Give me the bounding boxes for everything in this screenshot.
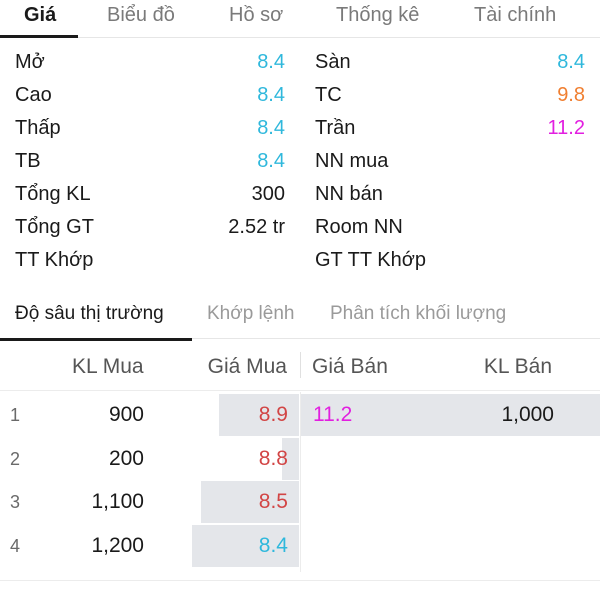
info-value: 8.4 <box>557 51 585 73</box>
info-value: 9.8 <box>557 84 585 106</box>
info-label: GT TT Khớp <box>315 249 426 271</box>
row-index: 1 <box>10 405 21 425</box>
tab-tai-chinh[interactable]: Tài chính <box>474 4 557 26</box>
info-label: Trần <box>315 117 356 139</box>
kl-mua-value: 1,100 <box>91 490 144 513</box>
tab-bieu-do[interactable]: Biểu đồ <box>107 4 175 26</box>
tab-thong-ke[interactable]: Thống kê <box>336 4 420 26</box>
tab-gia[interactable]: Giá <box>24 4 57 26</box>
info-row <box>0 145 600 178</box>
active-sub-tab-indicator <box>0 338 192 341</box>
top-tab-bar <box>0 0 600 38</box>
info-row <box>0 46 600 79</box>
info-value: 8.4 <box>257 117 285 139</box>
info-label: TT Khớp <box>15 249 94 271</box>
info-row <box>0 211 600 244</box>
bottom-divider <box>0 580 600 581</box>
kl-mua-value: 900 <box>108 403 144 426</box>
tab-phan-tich-khoi-luong[interactable]: Phân tích khối lượng <box>330 303 507 324</box>
gia-ban-value: 11.2 <box>313 403 353 426</box>
info-label: Tổng KL <box>15 183 91 205</box>
info-value: 300 <box>251 183 285 205</box>
tab-ho-so[interactable]: Hồ sơ <box>229 4 284 26</box>
header-kl-mua: KL Mua <box>72 355 144 378</box>
info-label: Cao <box>15 84 52 106</box>
info-label: TB <box>15 150 41 172</box>
info-value: 8.4 <box>257 51 285 73</box>
kl-mua-value: 1,200 <box>91 533 144 557</box>
gia-mua-value: 8.5 <box>258 490 288 513</box>
info-value: 8.4 <box>257 84 285 106</box>
info-value: 2.52 tr <box>228 216 285 238</box>
info-value: 11.2 <box>547 117 585 139</box>
info-label: TC <box>315 84 342 106</box>
header-gia-ban: Giá Bán <box>312 355 388 378</box>
active-tab-indicator <box>0 35 78 38</box>
tab-khop-lenh[interactable]: Khớp lệnh <box>207 303 295 324</box>
tab-do-sau-thi-truong[interactable]: Độ sâu thị trường <box>15 303 164 324</box>
info-label: Room NN <box>315 216 403 238</box>
info-row <box>0 244 600 277</box>
info-value: 8.4 <box>257 150 285 172</box>
header-gia-mua: Giá Mua <box>207 355 287 378</box>
info-row <box>0 79 600 112</box>
info-label: Sàn <box>315 51 351 73</box>
gia-mua-value: 8.4 <box>258 533 288 557</box>
sub-tab-bar <box>0 295 600 339</box>
kl-mua-value: 200 <box>108 446 144 470</box>
info-label: Tổng GT <box>15 216 94 238</box>
info-label: NN bán <box>315 183 383 205</box>
info-label: Mở <box>15 51 45 73</box>
header-kl-ban: KL Bán <box>483 355 552 378</box>
gia-mua-value: 8.9 <box>258 403 288 426</box>
info-row <box>0 112 600 145</box>
row-index: 3 <box>10 492 21 512</box>
row-index: 2 <box>10 448 21 469</box>
kl-ban-value: 1,000 <box>501 403 554 426</box>
row-index: 4 <box>10 535 21 556</box>
header-column-divider <box>300 352 301 378</box>
info-row <box>0 178 600 211</box>
info-label: NN mua <box>315 150 389 172</box>
gia-mua-value: 8.8 <box>258 446 288 470</box>
order-book-center-divider <box>300 392 301 572</box>
info-label: Thấp <box>15 117 61 139</box>
